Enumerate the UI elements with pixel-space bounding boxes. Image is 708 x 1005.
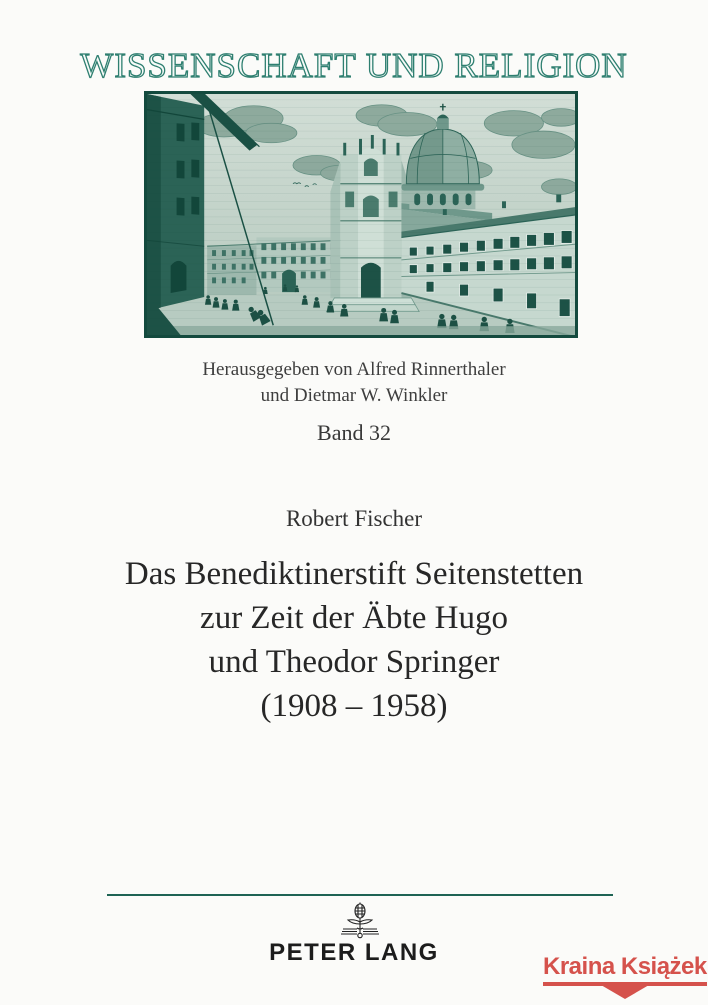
cover-engraving [144, 91, 578, 338]
watermark-text: Kraina Książek [543, 953, 707, 980]
title-line-1: Das Benediktinerstift Seitenstetten [124, 556, 584, 592]
title-line-3: und Theodor Springer [208, 644, 500, 680]
engraving-art [147, 94, 575, 335]
editors-line-1: Herausgegeben von Alfred Rinnerthaler [202, 359, 506, 380]
book-title [0, 552, 708, 728]
church-steps [326, 298, 419, 312]
divider-rule [107, 894, 613, 896]
author-name: Robert Fischer [285, 506, 423, 531]
peter-lang-emblem-icon [337, 902, 383, 939]
open-book-icon [543, 982, 707, 1000]
left-building [147, 94, 204, 311]
editors-block [0, 357, 708, 409]
title-line-2: zur Zeit der Äbte Hugo [200, 600, 508, 636]
series-title: WISSENSCHAFT UND RELIGION [80, 46, 628, 85]
background-buildings [207, 237, 340, 295]
foreground-shadow [147, 326, 575, 335]
publisher-name: PETER LANG [269, 939, 439, 966]
volume-label: Band 32 [317, 420, 391, 445]
church-portal [361, 263, 381, 298]
editors-line-2: und Dietmar W. Winkler [260, 385, 448, 406]
title-line-4: (1908 – 1958) [260, 688, 448, 724]
